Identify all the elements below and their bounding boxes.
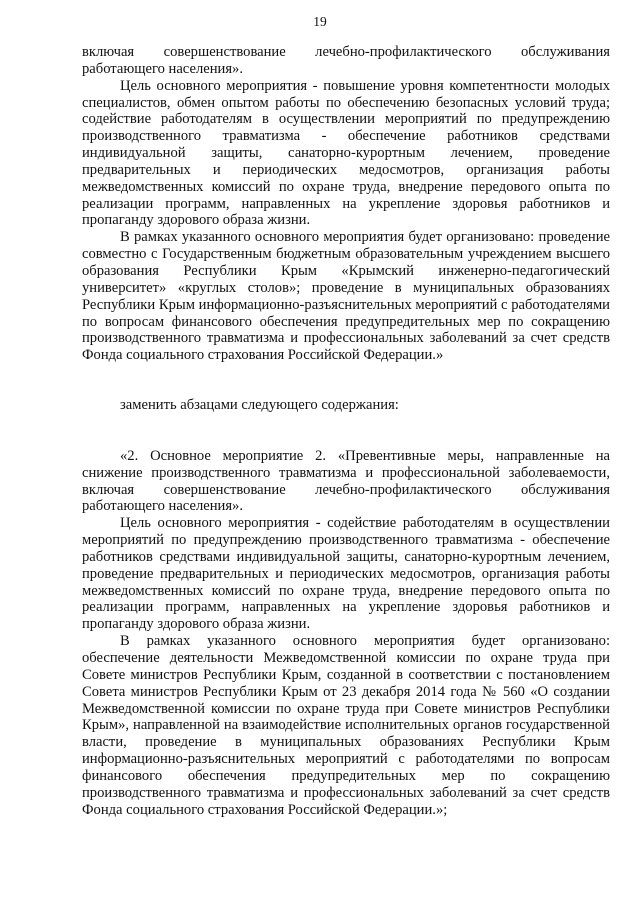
paragraph-goal-new: Цель основного мероприятия - содействие работодателям в осуществлении мероприятий по предупреждению производственного травматизма - обеспечение работников средствами индивидуальной защиты, санаторно-курортным лечением, проведение предварительных и периодических медосмотров, организация работы межведомственных комиссий по охране труда, внедрение передового опыта по реализации программ, направленных на укрепление здоровья работников и пропаганду здорового образа жизни. — [82, 515, 610, 633]
paragraph-continuation: включая совершенствование лечебно-профилактического обслуживания работающего населения». — [82, 44, 610, 77]
page-number: 19 — [313, 14, 327, 29]
paragraph-activities-old: В рамках указанного основного мероприятия будет организовано: проведение совместно с Государственным бюджетным образовательным учреждением высшего образования Республики Крым «Крымский инженерно-педагогический университет» «круглых столов»; проведение в муниципальных образованиях Республики Крым информационно-разъяснительных мероприятий с работодателями по вопросам финансового обеспечения предупредительных мер по сокращению производственного травматизма и профессиональных заболеваний за счет средств Фонда социального страхования Российской Федерации.» — [82, 229, 610, 364]
paragraph-main-activity-title: «2. Основное мероприятие 2. «Превентивные меры, направленные на снижение производственного травматизма и профессиональной заболеваемости, включая совершенствование лечебно-профилактического обслуживания работающего населения». — [82, 447, 610, 515]
paragraph-replace-instruction: заменить абзацами следующего содержания: — [120, 397, 399, 414]
document-body — [82, 44, 610, 818]
paragraph-activities-new: В рамках указанного основного мероприятия будет организовано: обеспечение деятельности Межведомственной комиссии по охране труда при Совете министров Республики Крым, созданной в соответствии с постановлением Совета министров Республики Крым от 23 декабря 2014 года № 560 «О создании Межведомственной комиссии по охране труда при Совете министров Республики Крым», направленной на взаимодействие исполнительных органов государственной власти, проведение в муниципальных образованиях Республики Крым информационно-разъяснительных мероприятий с работодателями по вопросам финансового обеспечения предупредительных мер по сокращению производственного травматизма и профессиональных заболеваний за счет средств Фонда социального страхования Российской Федерации.»; — [82, 633, 610, 818]
paragraph-goal-old: Цель основного мероприятия - повышение уровня компетентности молодых специалистов, обмен опытом работы по обеспечению безопасных условий труда; содействие работодателям в осуществлении мероприятий по предупреждению производственного травматизма - обеспечение работников средствами индивидуальной защиты, санаторно-курортным лечением, проведение предварительных и периодических медосмотров, организация работы межведомственных комиссий по охране труда, внедрение передового опыта по реализации программ, направленных на укрепление здоровья работников и пропаганду здорового образа жизни. — [82, 77, 610, 229]
